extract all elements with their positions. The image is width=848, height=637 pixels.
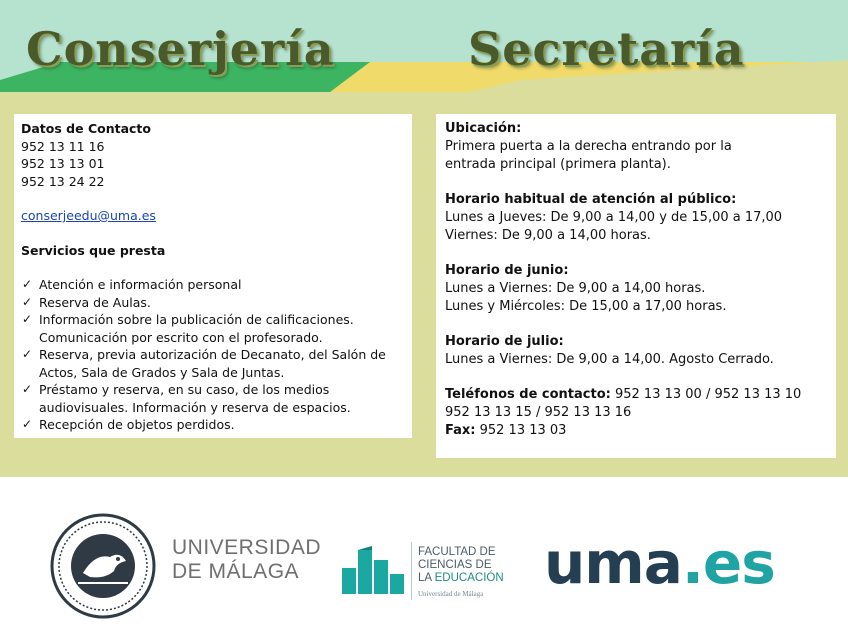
facultad-building-icon: [342, 546, 404, 594]
phone-2: 952 13 13 01: [21, 156, 105, 171]
conserjeria-panel: [14, 114, 412, 438]
title-secretaria: Secretaría: [468, 22, 745, 76]
university-seal-icon: [50, 513, 156, 619]
july-heading: Horario de julio:: [445, 334, 564, 349]
services-list: [21, 276, 405, 434]
hours-line-2: Viernes: De 9,00 a 14,00 horas.: [445, 228, 651, 243]
location-line-1: Primera puerta a la derecha entrando por la: [445, 139, 732, 154]
header-banner: [0, 0, 848, 92]
fax-row: [445, 422, 827, 440]
facultad-line-3b: EDUCACIÓN: [434, 572, 504, 584]
university-name-line-1: UNIVERSIDAD: [172, 536, 322, 559]
services-heading: Servicios que presta: [21, 242, 166, 258]
uma-es-logo[interactable]: [544, 528, 775, 598]
university-name-line-2: DE MÁLAGA: [172, 560, 300, 583]
facultad-line-2: CIENCIAS DE: [418, 559, 492, 571]
list-item: ✓ Préstamo y reserva, en su caso, de los medios audiovisuales. Información y reserva de espacios.: [21, 381, 405, 416]
fax-label: Fax:: [445, 423, 476, 438]
june-line-1: Lunes a Viernes: De 9,00 a 14,00 horas.: [445, 281, 706, 296]
contact-heading: Datos de Contacto: [21, 121, 151, 136]
uma-logo-text: uma: [544, 529, 682, 597]
list-item: ✓ Reserva de Aulas.: [21, 294, 405, 312]
list-item: ✓ Información sobre la publicación de calificaciones. Comunicación por escrito con el profesorado.: [21, 311, 405, 346]
hours-line-1: Lunes a Jueves: De 9,00 a 14,00 y de 15,00 a 17,00: [445, 210, 783, 225]
phone-1: 952 13 11 16: [21, 138, 105, 154]
list-item: ✓ Atención e información personal: [21, 276, 405, 294]
phones-values-2: 952 13 13 15 / 952 13 13 16: [445, 405, 632, 420]
phones-row-1: [445, 386, 827, 404]
facultad-line-4: Universidad de Málaga: [418, 590, 484, 598]
june-heading: Horario de junio:: [445, 263, 569, 278]
june-line-2: Lunes y Miércoles: De 15,00 a 17,00 horas.: [445, 299, 727, 314]
fax-value: 952 13 13 03: [475, 423, 567, 438]
phone-3: 952 13 24 22: [21, 173, 105, 189]
facultad-line-3a: LA: [418, 572, 435, 584]
phones-heading: Teléfonos de contacto:: [445, 387, 611, 402]
facultad-line-1: FACULTAD DE: [418, 546, 496, 558]
list-item: ✓ Recepción de objetos perdidos.: [21, 416, 405, 434]
list-item: ✓ Reserva, previa autorización de Decanato, del Salón de Actos, Sala de Grados y Sala de Juntas.: [21, 346, 405, 381]
hours-heading: Horario habitual de atención al público:: [445, 192, 737, 207]
email-link[interactable]: conserjeedu@uma.es: [21, 208, 156, 223]
title-conserjeria: Conserjería: [26, 22, 335, 76]
phones-values-1: 952 13 13 00 / 952 13 13 10: [610, 387, 802, 402]
uma-logo-domain: .es: [681, 529, 775, 597]
facultad-divider: [411, 542, 412, 600]
secretaria-panel: [436, 114, 836, 458]
location-line-2: entrada principal (primera planta).: [445, 157, 671, 172]
facultad-line-3: [418, 572, 504, 584]
july-line: Lunes a Viernes: De 9,00 a 14,00. Agosto Cerrado.: [445, 352, 774, 367]
location-heading: Ubicación:: [445, 121, 522, 136]
